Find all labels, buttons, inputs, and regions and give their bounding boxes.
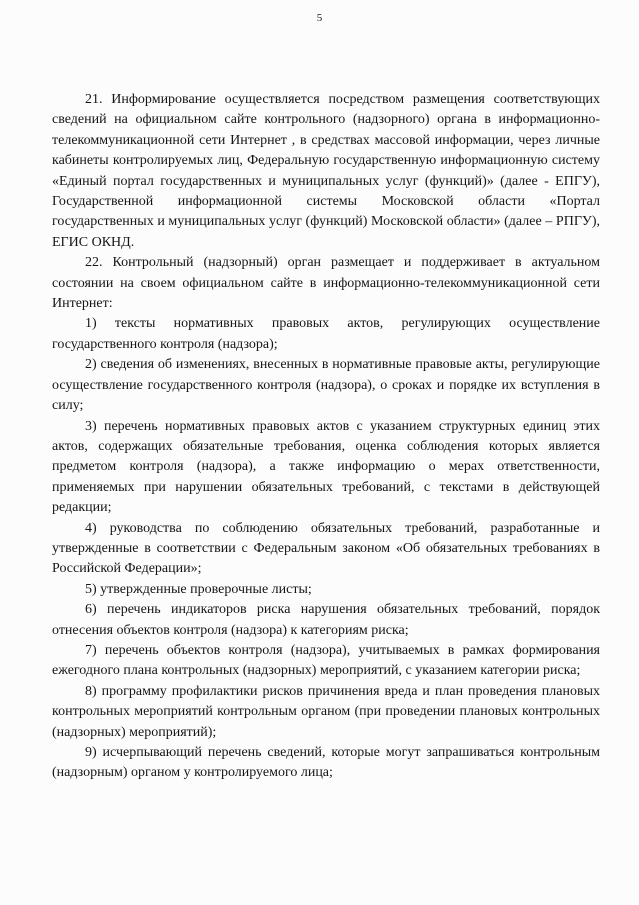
- list-item-9: 9) исчерпывающий перечень сведений, которые могут запрашиваться контрольным (надзорным) органом у контролируемого лица;: [52, 745, 600, 781]
- paragraph-22: 22. Контрольный (надзорный) орган размещает и поддерживает в актуальном состоянии на своем официальном сайте в информационно-телекоммуникационной сети Интернет:: [52, 255, 600, 312]
- list-item-3: 3) перечень нормативных правовых актов с указанием структурных единиц этих актов, содержащих обязательные требования, оценка соблюдения которых является предметом контроля (надзора), а также информацию о мерах ответственности, применяемых при нарушении обязательных требований, с текстами в действующей редакции;: [52, 418, 600, 516]
- page-number: 5: [316, 12, 323, 24]
- list-item-5: 5) утвержденные проверочные листы;: [85, 581, 312, 597]
- list-item-4: 4) руководства по соблюдению обязательных требований, разработанные и утвержденные в соответствии с Федеральным законом «Об обязательных требованиях в Российской Федерации»;: [52, 520, 600, 577]
- list-item-1: 1) тексты нормативных правовых актов, регулирующих осуществление государственного контроля (надзора);: [52, 316, 600, 352]
- list-item-2: 2) сведения об изменениях, внесенных в нормативные правовые акты, регулирующие осуществление государственного контроля (надзора), о сроках и порядке их вступления в силу;: [52, 357, 600, 414]
- list-item-8: 8) программу профилактики рисков причинения вреда и план проведения плановых контрольных мероприятий контрольным органом (при проведении плановых контрольных (надзорных) мероприятий);: [52, 683, 600, 740]
- list-item-7: 7) перечень объектов контроля (надзора), учитываемых в рамках формирования ежегодного плана контрольных (надзорных) мероприятий, с указанием категории риска;: [52, 642, 600, 679]
- document-body: [52, 90, 600, 784]
- paragraph-21: 21. Информирование осуществляется посредством размещения соответствующих сведений на официальном сайте контрольного (надзорного) органа в информационно-телекоммуникационной сети Интернет , в средствах массовой информации, через личные кабинеты контролируемых лиц, Федеральную государственную информационную систему «Единый портал государственных и муниципальных услуг (функций)» (далее - ЕПГУ), Государственной информационной системы Московской области «Портал государственных и муниципальных услуг (функций) Московской области» (далее – РПГУ), ЕГИС ОКНД.: [52, 92, 600, 250]
- list-item-6: 6) перечень индикаторов риска нарушения обязательных требований, порядок отнесения объектов контроля (надзора) к категориям риска;: [52, 602, 600, 638]
